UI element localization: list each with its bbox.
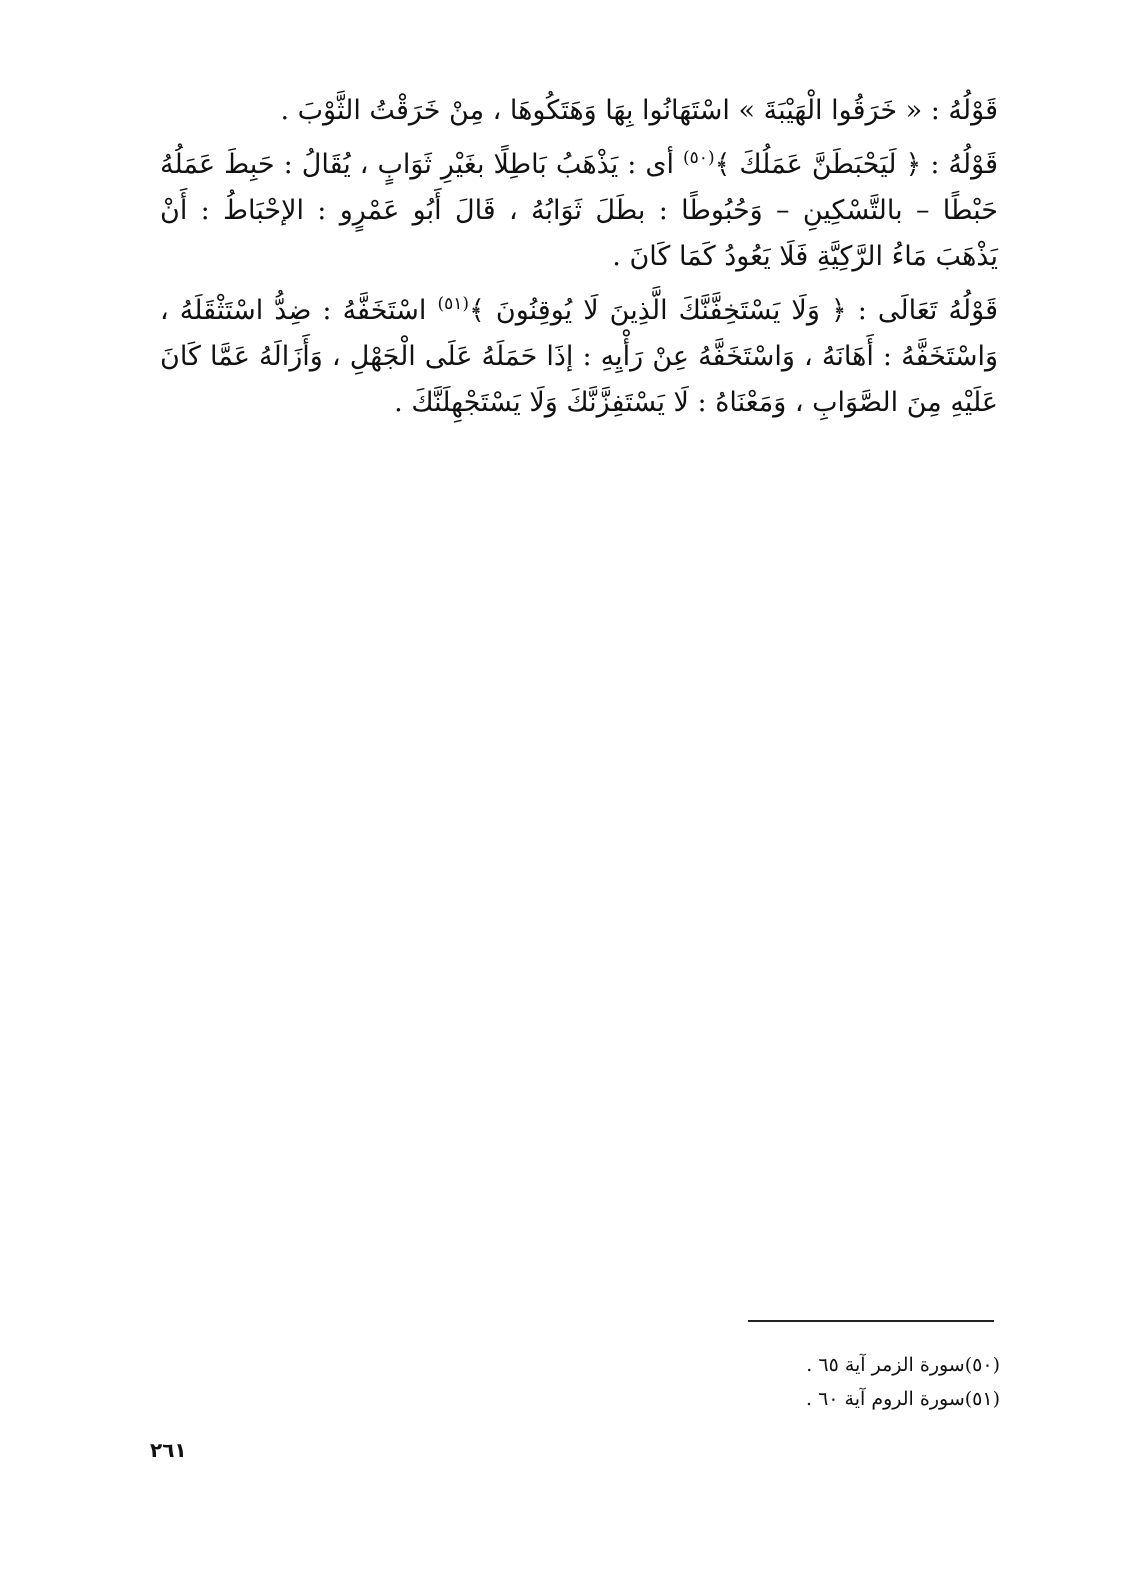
footnote-51: (٥١)سورة الروم آية ٦٠ .: [806, 1388, 1000, 1410]
paragraph-2: [160, 142, 998, 280]
footnote-50: (٥٠)سورة الزمر آية ٦٥ .: [806, 1354, 1000, 1376]
footnote-ref-50: (٥٠): [683, 148, 715, 168]
footnotes: [560, 1348, 1000, 1416]
paragraph-3: [160, 288, 998, 426]
footnote-separator: [748, 1320, 994, 1322]
page-number: ٢٦١: [150, 1438, 187, 1462]
paragraph-1-text: قَوْلُهُ : « خَرَقُوا الْهَيْبَةَ » اسْتَهَانُوا بِهَا وَهَتَكُوهَا ، مِنْ خَرَقْتُ الثَّوْبَ .: [280, 95, 998, 126]
paragraph-2-text-after: أى : يَذْهَبُ بَاطِلًا بغَيْرِ ثَوَابٍ ، يُقَالُ : حَبِطَ عَمَلُهُ حَبْطًا – بالتَّسْكِينِ – وَحُبُوطًا : بطَلَ ثَوَابُهُ ، قَالَ أَبُو عَمْرٍو : الإحْبَاطُ : أَنْ يَذْهَبَ مَاءُ الرَّكِيَّةِ فَلَا يَعُودُ كَمَا كَانَ .: [160, 149, 998, 272]
paragraph-3-text-before: قَوْلُهُ تَعَالَى : ﴿ وَلَا يَسْتَخِفَّنَّكَ الَّذِينَ لَا يُوقِنُونَ ﴾: [469, 295, 998, 326]
footnote-ref-51: (٥١): [437, 294, 469, 314]
paragraph-2-text-before: قَوْلُهُ : ﴿ لَيَحْبَطَنَّ عَمَلُكَ ﴾: [714, 149, 998, 180]
paragraph-1: [160, 88, 998, 134]
main-text: [160, 88, 998, 434]
paragraph-3-text-after: اسْتَخَفَّهُ : ضِدُّ اسْتَثْقَلَهُ ، وَاسْتَخَفَّهُ : أَهَانَهُ ، وَاسْتَخَفَّهُ عِنْ رَأْيِهِ : إذَا حَمَلَهُ عَلَى الْجَهْلِ ، وَأَزَالَهُ عَمَّا كَانَ عَلَيْهِ مِنَ الصَّوَابِ ، وَمَعْنَاهُ : لَا يَسْتَفِزَّنَّكَ وَلَا يَسْتَجْهِلَنَّكَ .: [160, 295, 998, 418]
